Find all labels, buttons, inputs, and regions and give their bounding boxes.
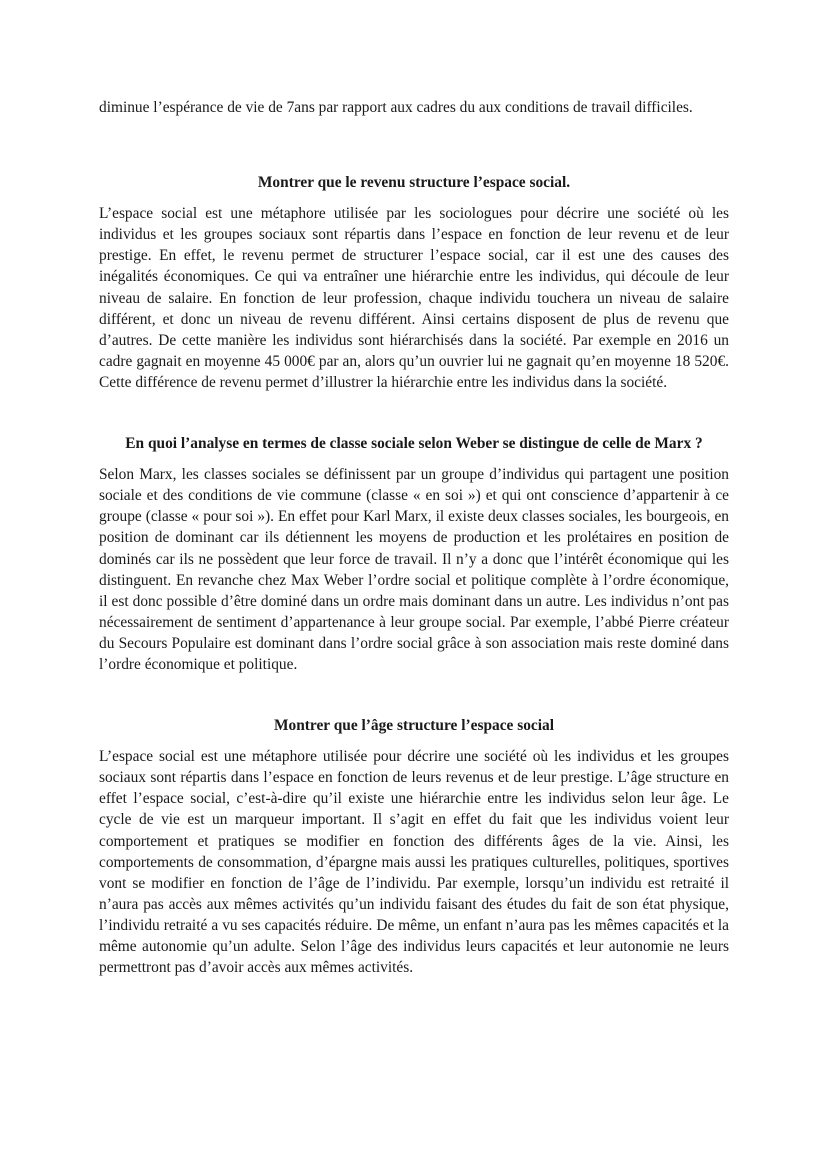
section-body-revenu: L’espace social est une métaphore utilisée par les sociologues pour décrire une société où les individus et les groupes sociaux sont répartis dans l’espace en fonction de leur revenu et de leur prestige. En effet, le revenu permet de structurer l’espace social, car il est une des causes des inégalités économiques. Ce qui va entraîner une hiérarchie entre les individus, qui découle de leur niveau de salaire. En fonction de leur profession, chaque individu touchera un niveau de salaire différent, et donc un niveau de revenu différent. Ainsi certains disposent de plus de revenu que d’autres. De cette manière les individus sont hiérarchisés dans la société. Par exemple en 2016 un cadre gagnait en moyenne 45 000€ par an, alors qu’un ouvrier lui ne gagnait qu’en moyenne 18 520€. Cette différence de revenu permet d’illustrer la hiérarchie entre les individus dans la société.: [99, 205, 729, 391]
section-body-age: L’espace social est une métaphore utilisée pour décrire une société où les individus et les groupes sociaux sont répartis dans l’espace en fonction de leurs revenus et de leur prestige. L’âge structure en effet l’espace social, c’est-à-dire qu’il existe une hiérarchie entre les individus selon leur âge. Le cycle de vie est un marqueur important. Il s’agit en effet du fait que les individus voient leur comportement et pratiques se modifier en fonction des différents âges de la vie. Ainsi, les comportements de consommation, d’épargne mais aussi les pratiques culturelles, politiques, sportives vont se modifier en fonction de l’âge de l’individu. Par exemple, lorsqu’un individu est retraité il n’aura pas accès aux mêmes activités qu’un individu faisant des études du fait de son état physique, l’individu retraité a vu ses capacités réduire. De même, un enfant n’aura pas les mêmes capacités et la même autonomie qu’un adulte. Selon l’âge des individus leurs capacités et leur autonomie ne leurs permettront pas d’avoir accès aux mêmes activités.: [99, 748, 729, 977]
intro-paragraph: diminue l’espérance de vie de 7ans par rapport aux cadres du aux conditions de travail difficiles.: [99, 99, 693, 116]
document-page: [99, 97, 729, 978]
section-body-weber-marx: Selon Marx, les classes sociales se définissent par un groupe d’individus qui partagent une position sociale et des conditions de vie commune (classe « en soi ») et qui ont conscience d’appartenir à ce groupe (classe « pour soi »). En effet pour Karl Marx, il existe deux classes sociales, les bourgeois, en position de dominant car ils détiennent les moyens de production et les prolétaires en position de dominés car ils ne possèdent que leur force de travail. Il n’y a donc que l’intérêt économique qui les distinguent. En revanche chez Max Weber l’ordre social et politique complète à l’ordre économique, il est donc possible d’être dominé dans un ordre mais dominant dans un autre. Les individus n’ont pas nécessairement de sentiment d’appartenance à leur groupe social. Par exemple, l’abbé Pierre créateur du Secours Populaire est dominant dans l’ordre social grâce à son association mais reste dominé dans l’ordre économique et politique.: [99, 466, 729, 673]
section-heading-weber-marx: En quoi l’analyse en termes de classe sociale selon Weber se distingue de celle de Marx ?: [125, 435, 703, 453]
section-heading-revenu: Montrer que le revenu structure l’espace social.: [257, 174, 571, 192]
section-heading-age: Montrer que l’âge structure l’espace social: [274, 717, 554, 735]
